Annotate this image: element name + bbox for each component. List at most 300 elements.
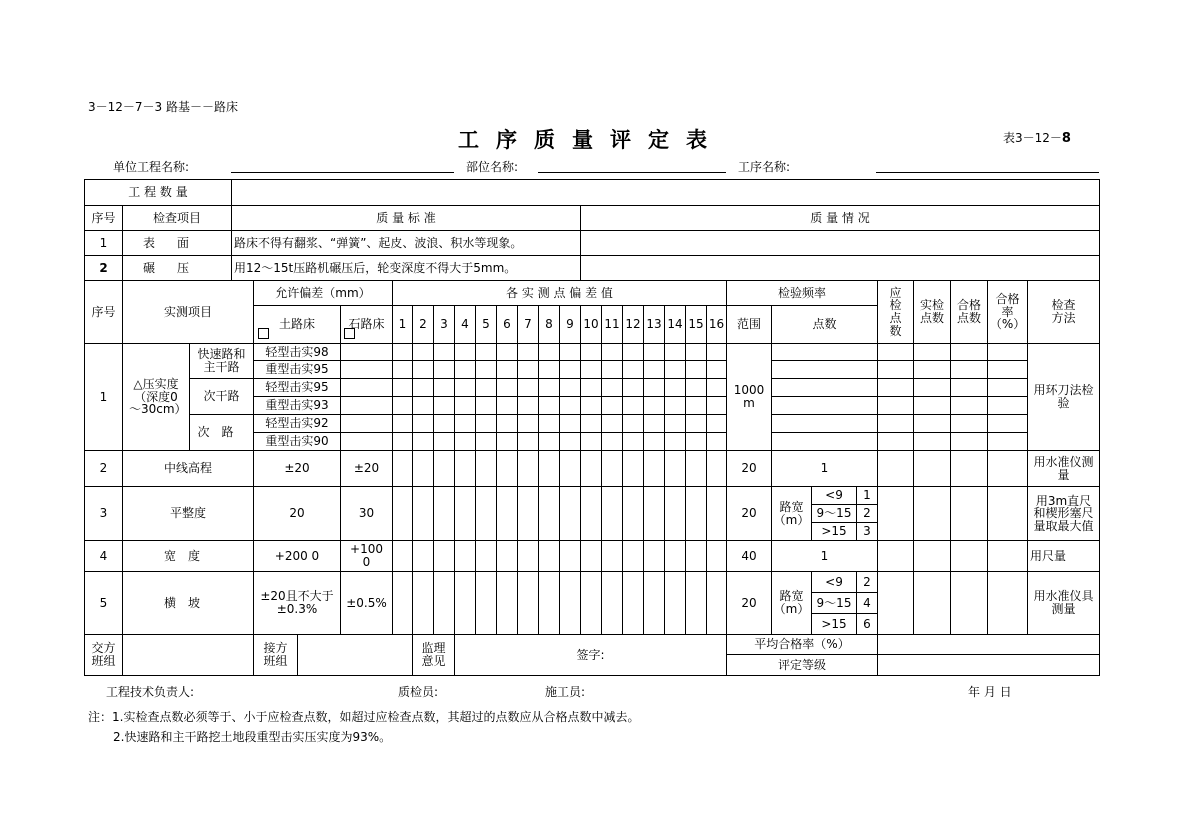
- point-value[interactable]: [622, 360, 644, 379]
- point-value[interactable]: [454, 343, 476, 361]
- point-value[interactable]: [580, 450, 602, 487]
- stat-value[interactable]: [987, 378, 1028, 397]
- points-count: 1: [771, 450, 878, 487]
- point-value[interactable]: [454, 540, 476, 572]
- point-value[interactable]: [392, 360, 413, 379]
- point-number: 2: [412, 305, 434, 344]
- soil-tolerance: +200 0: [253, 540, 341, 572]
- point-value[interactable]: [412, 450, 434, 487]
- point-value[interactable]: [412, 432, 434, 451]
- point-value[interactable]: [454, 378, 476, 397]
- point-value[interactable]: [517, 378, 539, 397]
- stone-bed-value[interactable]: [340, 414, 393, 433]
- points-count[interactable]: [771, 360, 878, 379]
- point-value[interactable]: [538, 486, 560, 541]
- point-value[interactable]: [685, 396, 707, 415]
- range-header: 范围: [726, 305, 772, 344]
- point-value[interactable]: [622, 396, 644, 415]
- point-value[interactable]: [706, 360, 727, 379]
- point-value[interactable]: [622, 343, 644, 361]
- stat-value[interactable]: [950, 540, 988, 572]
- hand-over-team-label: 交方班组: [84, 634, 123, 676]
- point-value[interactable]: [601, 378, 623, 397]
- point-value[interactable]: [517, 571, 539, 635]
- stone-bed-header: 石路床: [340, 305, 393, 344]
- point-value[interactable]: [433, 343, 455, 361]
- compaction-standard: 重型击实95: [253, 360, 341, 379]
- point-value[interactable]: [643, 540, 665, 572]
- point-value[interactable]: [517, 486, 539, 541]
- stat-value[interactable]: [877, 360, 914, 379]
- point-value[interactable]: [412, 378, 434, 397]
- point-value[interactable]: [538, 450, 560, 487]
- check-item-header: 检查项目: [122, 205, 232, 231]
- stat-value[interactable]: [987, 571, 1028, 635]
- point-value[interactable]: [496, 432, 518, 451]
- point-value[interactable]: [706, 432, 727, 451]
- point-value[interactable]: [433, 360, 455, 379]
- road-width-range: 9～15: [811, 504, 857, 523]
- point-value[interactable]: [559, 396, 581, 415]
- point-value[interactable]: [706, 486, 727, 541]
- note-1: 注：1.实检查点数必须等于、小于应检查点数，如超过应检查点数，其超过的点数应从合格点数中减去。: [88, 710, 640, 724]
- stat-value[interactable]: [877, 486, 914, 541]
- point-value[interactable]: [685, 571, 707, 635]
- worker-label: 施工员:: [545, 685, 586, 699]
- stat-value[interactable]: [877, 414, 914, 433]
- stone-bed-value[interactable]: [340, 343, 393, 361]
- point-value[interactable]: [685, 486, 707, 541]
- point-value[interactable]: [706, 378, 727, 397]
- point-value[interactable]: [601, 343, 623, 361]
- stone-bed-value[interactable]: [340, 378, 393, 397]
- measure-item: 中线高程: [122, 450, 254, 487]
- point-value[interactable]: [559, 432, 581, 451]
- point-value[interactable]: [454, 396, 476, 415]
- frequency-header: 检验频率: [726, 280, 878, 306]
- process-field[interactable]: [876, 172, 1099, 173]
- stat-value[interactable]: [913, 571, 951, 635]
- check-method: 用3m直尺和楔形塞尺量取最大值: [1027, 486, 1100, 541]
- stat-value[interactable]: [913, 396, 951, 415]
- point-value[interactable]: [517, 450, 539, 487]
- stat-value[interactable]: [913, 432, 951, 451]
- stat-value[interactable]: [877, 432, 914, 451]
- point-value[interactable]: [685, 450, 707, 487]
- points-count: 2: [856, 504, 878, 523]
- point-value[interactable]: [454, 486, 476, 541]
- point-value[interactable]: [622, 486, 644, 541]
- inspector-label: 质检员:: [398, 685, 439, 699]
- point-value[interactable]: [538, 432, 560, 451]
- points-count: 1: [771, 540, 878, 572]
- point-value[interactable]: [643, 571, 665, 635]
- point-value[interactable]: [580, 571, 602, 635]
- stat-value[interactable]: [913, 378, 951, 397]
- supervisor-opinion-label: 监理意见: [412, 634, 455, 676]
- point-value[interactable]: [580, 360, 602, 379]
- point-value[interactable]: [475, 540, 497, 572]
- point-value[interactable]: [559, 414, 581, 433]
- point-number: 14: [664, 305, 686, 344]
- stat-value[interactable]: [987, 486, 1028, 541]
- point-value[interactable]: [622, 432, 644, 451]
- item-no: 2: [84, 450, 123, 487]
- point-value[interactable]: [433, 378, 455, 397]
- point-value[interactable]: [685, 432, 707, 451]
- stat-value[interactable]: [950, 378, 988, 397]
- point-value[interactable]: [392, 343, 413, 361]
- point-value[interactable]: [685, 378, 707, 397]
- point-value[interactable]: [412, 540, 434, 572]
- point-value[interactable]: [580, 396, 602, 415]
- point-value[interactable]: [517, 360, 539, 379]
- stone-bed-value[interactable]: [340, 360, 393, 379]
- points-count-header: 点数: [771, 305, 878, 344]
- point-value[interactable]: [685, 414, 707, 433]
- check-item: 碾压: [122, 255, 232, 281]
- road-width-range: >15: [811, 522, 857, 541]
- point-value[interactable]: [538, 540, 560, 572]
- evaluation-table: [84, 179, 1099, 675]
- point-value[interactable]: [412, 343, 434, 361]
- point-value[interactable]: [664, 432, 686, 451]
- point-value[interactable]: [622, 450, 644, 487]
- avg-pass-rate-value[interactable]: [877, 634, 1100, 655]
- point-value[interactable]: [475, 486, 497, 541]
- point-value[interactable]: [392, 414, 413, 433]
- stat-value[interactable]: [987, 414, 1028, 433]
- stat-value[interactable]: [987, 450, 1028, 487]
- point-value[interactable]: [601, 571, 623, 635]
- take-over-team-value[interactable]: [297, 634, 413, 676]
- point-value[interactable]: [664, 486, 686, 541]
- table-number-prefix: 表3－12－: [1003, 131, 1062, 145]
- stat-value[interactable]: [877, 343, 914, 361]
- road-width-range: <9: [811, 486, 857, 505]
- points-count[interactable]: [771, 378, 878, 397]
- stat-value[interactable]: [913, 343, 951, 361]
- point-value[interactable]: [706, 571, 727, 635]
- pass-rate-header: 合格率（%）: [987, 280, 1028, 344]
- point-value[interactable]: [643, 343, 665, 361]
- point-value[interactable]: [664, 396, 686, 415]
- point-value[interactable]: [601, 396, 623, 415]
- points-count[interactable]: [771, 343, 878, 361]
- point-value[interactable]: [706, 450, 727, 487]
- point-value[interactable]: [706, 540, 727, 572]
- point-number: 9: [559, 305, 581, 344]
- point-value[interactable]: [412, 486, 434, 541]
- point-value[interactable]: [496, 540, 518, 572]
- stat-value[interactable]: [877, 540, 914, 572]
- stat-value[interactable]: [950, 360, 988, 379]
- point-value[interactable]: [496, 571, 518, 635]
- point-value[interactable]: [685, 360, 707, 379]
- table-number-index: 8: [1061, 131, 1071, 146]
- compaction-standard: 重型击实93: [253, 396, 341, 415]
- stat-value[interactable]: [987, 343, 1028, 361]
- point-value[interactable]: [517, 343, 539, 361]
- point-value[interactable]: [559, 486, 581, 541]
- grade-value[interactable]: [877, 654, 1100, 676]
- point-value[interactable]: [580, 432, 602, 451]
- point-value[interactable]: [559, 540, 581, 572]
- stone-bed-value[interactable]: [340, 396, 393, 415]
- stone-bed-checkbox[interactable]: [344, 328, 355, 339]
- point-value[interactable]: [706, 414, 727, 433]
- stat-value[interactable]: [950, 432, 988, 451]
- point-value[interactable]: [601, 414, 623, 433]
- points-count: 6: [856, 613, 878, 635]
- point-value[interactable]: [412, 360, 434, 379]
- point-value[interactable]: [622, 378, 644, 397]
- point-value[interactable]: [517, 432, 539, 451]
- stat-value[interactable]: [950, 414, 988, 433]
- point-value[interactable]: [643, 414, 665, 433]
- point-value[interactable]: [433, 432, 455, 451]
- stone-bed-value[interactable]: [340, 432, 393, 451]
- seq-header: 序号: [84, 205, 123, 231]
- frequency-range: 1000 m: [726, 343, 772, 451]
- stat-value[interactable]: [913, 540, 951, 572]
- stat-value[interactable]: [913, 360, 951, 379]
- stat-value[interactable]: [987, 432, 1028, 451]
- soil-tolerance: ±20: [253, 450, 341, 487]
- point-value[interactable]: [454, 360, 476, 379]
- point-value[interactable]: [538, 396, 560, 415]
- point-value[interactable]: [433, 450, 455, 487]
- stat-value[interactable]: [987, 396, 1028, 415]
- point-value[interactable]: [685, 540, 707, 572]
- page-title: 工序质量评定表: [458, 128, 724, 152]
- point-value[interactable]: [538, 571, 560, 635]
- point-value[interactable]: [601, 486, 623, 541]
- stone-tolerance: ±0.5%: [340, 571, 393, 635]
- point-value[interactable]: [517, 396, 539, 415]
- point-value[interactable]: [392, 486, 413, 541]
- point-value[interactable]: [559, 571, 581, 635]
- point-value[interactable]: [706, 396, 727, 415]
- stat-value[interactable]: [877, 450, 914, 487]
- item-no: 4: [84, 540, 123, 572]
- measure-item: 横坡: [122, 571, 254, 635]
- stat-value[interactable]: [913, 414, 951, 433]
- stat-value[interactable]: [877, 378, 914, 397]
- point-value[interactable]: [601, 360, 623, 379]
- point-value[interactable]: [601, 450, 623, 487]
- point-value[interactable]: [433, 396, 455, 415]
- point-value[interactable]: [622, 540, 644, 572]
- point-value[interactable]: [454, 450, 476, 487]
- point-value[interactable]: [622, 414, 644, 433]
- point-number: 12: [622, 305, 644, 344]
- point-value[interactable]: [392, 396, 413, 415]
- road-class: 快速路和主干路: [189, 343, 254, 379]
- section-label: 部位名称:: [466, 160, 519, 174]
- point-value[interactable]: [496, 414, 518, 433]
- quality-status[interactable]: [580, 255, 1100, 281]
- point-value[interactable]: [475, 396, 497, 415]
- point-number: 10: [580, 305, 602, 344]
- point-value[interactable]: [496, 360, 518, 379]
- point-value[interactable]: [392, 571, 413, 635]
- stat-value[interactable]: [877, 571, 914, 635]
- point-value[interactable]: [517, 540, 539, 572]
- point-value[interactable]: [580, 540, 602, 572]
- point-value[interactable]: [706, 343, 727, 361]
- point-value[interactable]: [643, 378, 665, 397]
- point-value[interactable]: [496, 378, 518, 397]
- point-value[interactable]: [454, 432, 476, 451]
- point-value[interactable]: [496, 486, 518, 541]
- stat-value[interactable]: [950, 343, 988, 361]
- unit-project-field[interactable]: [231, 172, 454, 173]
- point-value[interactable]: [392, 450, 413, 487]
- point-number: 3: [433, 305, 455, 344]
- compaction-standard: 轻型击实98: [253, 343, 341, 361]
- check-item: 表面: [122, 230, 232, 256]
- quality-standard: 路床不得有翻浆、“弹簧”、起皮、波浪、积水等现象。: [231, 230, 581, 256]
- point-value[interactable]: [475, 360, 497, 379]
- grade-label: 评定等级: [726, 654, 878, 676]
- tech-lead-label: 工程技术负责人:: [106, 685, 195, 699]
- process-label: 工序名称:: [738, 160, 791, 174]
- point-value[interactable]: [475, 343, 497, 361]
- point-value[interactable]: [538, 378, 560, 397]
- road-width-range: >15: [811, 613, 857, 635]
- point-value[interactable]: [643, 486, 665, 541]
- soil-bed-checkbox[interactable]: [258, 328, 269, 339]
- point-value[interactable]: [580, 343, 602, 361]
- compaction-standard: 重型击实90: [253, 432, 341, 451]
- points-count[interactable]: [771, 432, 878, 451]
- point-number: 5: [475, 305, 497, 344]
- road-width-range: 9～15: [811, 592, 857, 614]
- point-value[interactable]: [433, 414, 455, 433]
- point-value[interactable]: [538, 360, 560, 379]
- point-value[interactable]: [643, 450, 665, 487]
- frequency-range: 20: [726, 450, 772, 487]
- stat-value[interactable]: [877, 396, 914, 415]
- point-value[interactable]: [559, 450, 581, 487]
- item-no: 5: [84, 571, 123, 635]
- point-number: 16: [706, 305, 727, 344]
- point-value[interactable]: [454, 414, 476, 433]
- point-number: 13: [643, 305, 665, 344]
- point-value[interactable]: [664, 571, 686, 635]
- should-check-header: 应检点数: [877, 280, 914, 344]
- point-value[interactable]: [392, 378, 413, 397]
- point-value[interactable]: [496, 343, 518, 361]
- road-class: 次路: [189, 414, 254, 451]
- point-value[interactable]: [664, 343, 686, 361]
- qty-value[interactable]: [231, 179, 1100, 206]
- point-value[interactable]: [392, 540, 413, 572]
- point-value[interactable]: [412, 414, 434, 433]
- method-header: 检查方法: [1027, 280, 1100, 344]
- point-value[interactable]: [433, 571, 455, 635]
- point-value[interactable]: [643, 396, 665, 415]
- point-value[interactable]: [433, 486, 455, 541]
- frequency-range: 40: [726, 540, 772, 572]
- point-value[interactable]: [475, 450, 497, 487]
- point-value[interactable]: [517, 414, 539, 433]
- stone-tolerance: +100 0: [340, 540, 393, 572]
- point-value[interactable]: [664, 450, 686, 487]
- road-width-range: <9: [811, 571, 857, 593]
- item-no: 1: [84, 343, 123, 451]
- point-value[interactable]: [643, 360, 665, 379]
- point-value[interactable]: [664, 540, 686, 572]
- quality-status[interactable]: [580, 230, 1100, 256]
- point-value[interactable]: [538, 343, 560, 361]
- stat-value[interactable]: [950, 396, 988, 415]
- point-value[interactable]: [580, 486, 602, 541]
- point-value[interactable]: [664, 360, 686, 379]
- point-value[interactable]: [412, 571, 434, 635]
- stat-value[interactable]: [987, 360, 1028, 379]
- point-value[interactable]: [475, 378, 497, 397]
- points-count[interactable]: [771, 396, 878, 415]
- hand-over-team-value[interactable]: [122, 634, 254, 676]
- point-value[interactable]: [412, 396, 434, 415]
- point-value[interactable]: [643, 432, 665, 451]
- check-method: 用水准仪测量: [1027, 450, 1100, 487]
- stat-value[interactable]: [950, 486, 988, 541]
- point-value[interactable]: [664, 378, 686, 397]
- point-value[interactable]: [433, 540, 455, 572]
- item-no: 3: [84, 486, 123, 541]
- point-value[interactable]: [454, 571, 476, 635]
- point-value[interactable]: [496, 396, 518, 415]
- point-value[interactable]: [475, 414, 497, 433]
- points-count: 1: [856, 486, 878, 505]
- stat-value[interactable]: [950, 450, 988, 487]
- point-value[interactable]: [601, 432, 623, 451]
- soil-bed-header: 土路床: [253, 305, 341, 344]
- point-value[interactable]: [580, 414, 602, 433]
- point-value[interactable]: [664, 414, 686, 433]
- point-value[interactable]: [622, 571, 644, 635]
- document-code: 3－12－7－3 路基－－路床: [88, 100, 238, 114]
- signature-label: 签字:: [454, 634, 727, 676]
- stat-value[interactable]: [913, 450, 951, 487]
- point-value[interactable]: [559, 378, 581, 397]
- point-value[interactable]: [475, 571, 497, 635]
- stat-value[interactable]: [913, 486, 951, 541]
- point-value[interactable]: [392, 432, 413, 451]
- section-field[interactable]: [538, 172, 726, 173]
- point-value[interactable]: [496, 450, 518, 487]
- stat-value[interactable]: [987, 540, 1028, 572]
- point-value[interactable]: [580, 378, 602, 397]
- points-count: 3: [856, 522, 878, 541]
- point-value[interactable]: [475, 432, 497, 451]
- point-number: 6: [496, 305, 518, 344]
- item-no: 1: [84, 230, 123, 256]
- point-number: 8: [538, 305, 560, 344]
- point-value[interactable]: [685, 343, 707, 361]
- allow-deviation-header: 允许偏差（mm）: [253, 280, 393, 306]
- stat-value[interactable]: [950, 571, 988, 635]
- point-value[interactable]: [538, 414, 560, 433]
- point-number: 11: [601, 305, 623, 344]
- points-count[interactable]: [771, 414, 878, 433]
- point-value[interactable]: [601, 540, 623, 572]
- point-value[interactable]: [559, 343, 581, 361]
- point-value[interactable]: [559, 360, 581, 379]
